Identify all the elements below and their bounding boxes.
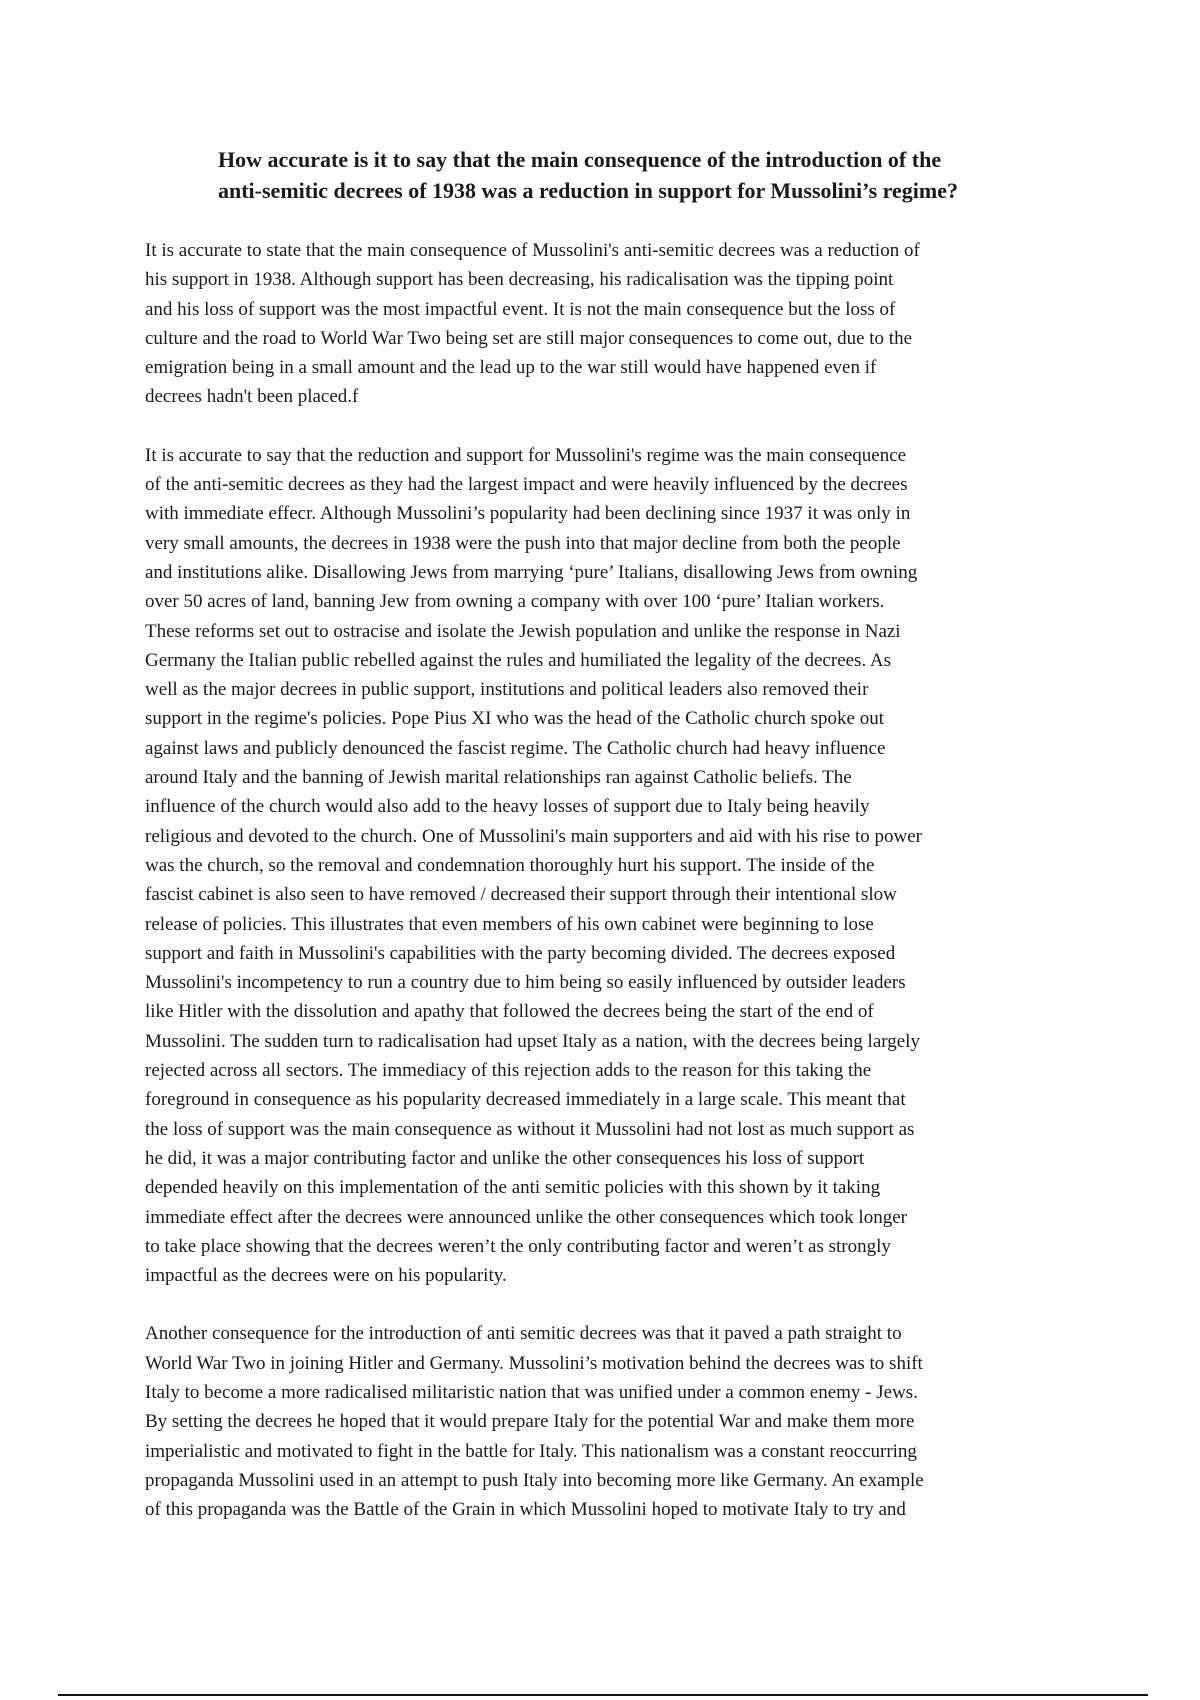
paragraph-line: Mussolini. The sudden turn to radicalisation had upset Italy as a nation, with the decrees being largely — [145, 1030, 920, 1052]
paragraph-line: well as the major decrees in public support, institutions and political leaders also removed their — [145, 679, 869, 701]
paragraph-line: the loss of support was the main consequence as without it Mussolini had not lost as much support as — [145, 1118, 915, 1140]
page-bottom-rule — [58, 1694, 1148, 1696]
paragraph-line: emigration being in a small amount and the lead up to the war still would have happened even if — [145, 357, 877, 379]
essay-title-line: How accurate is it to say that the main consequence of the introduction of the — [218, 147, 942, 172]
paragraph-line: These reforms set out to ostracise and isolate the Jewish population and unlike the response in Nazi — [145, 620, 901, 642]
paragraph-line: Another consequence for the introduction of anti semitic decrees was that it paved a path straight to — [145, 1323, 902, 1345]
paragraph-line: over 50 acres of land, banning Jew from owning a company with over 100 ‘pure’ Italian workers. — [145, 591, 885, 613]
paragraph-line: depended heavily on this implementation of the anti semitic policies with this shown by it taking — [145, 1177, 881, 1199]
paragraph-line: Italy to become a more radicalised militaristic nation that was unified under a common enemy - Jews. — [145, 1381, 918, 1403]
paragraph-line: immediate effect after the decrees were announced unlike the other consequences which took longer — [145, 1206, 907, 1228]
paragraph-line: influence of the church would also add to the heavy losses of support due to Italy being heavily — [145, 796, 870, 818]
paragraph-line: around Italy and the banning of Jewish marital relationships ran against Catholic beliefs. The — [145, 767, 852, 789]
paragraph-line: support in the regime's policies. Pope Pius XI who was the head of the Catholic church spoke out — [145, 708, 885, 730]
paragraph-line: It is accurate to state that the main consequence of Mussolini's anti-semitic decrees was a reduction of — [145, 240, 920, 261]
paragraph-line: propaganda Mussolini used in an attempt to push Italy into becoming more like Germany. An example — [145, 1469, 924, 1491]
paragraph-line: was the church, so the removal and condemnation thoroughly hurt his support. The inside of the — [145, 854, 875, 876]
paragraph-line: By setting the decrees he hoped that it would prepare Italy for the potential War and make them more — [145, 1411, 915, 1433]
essay-title — [218, 144, 1068, 206]
essay-body — [145, 236, 1075, 1553]
paragraph — [145, 1319, 1075, 1524]
paragraph-line: It is accurate to say that the reduction and support for Mussolini's regime was the main consequence — [145, 444, 907, 466]
paragraph-line: decrees hadn't been placed.f — [145, 386, 359, 408]
paragraph — [145, 441, 1075, 1291]
paragraph-line: fascist cabinet is also seen to have removed / decreased their support through their intentional slow — [145, 884, 897, 906]
paragraph-line: religious and devoted to the church. One of Mussolini's main supporters and aid with his rise to power — [145, 825, 923, 847]
paragraph-line: impactful as the decrees were on his popularity. — [145, 1265, 507, 1287]
paragraph-line: foreground in consequence as his popularity decreased immediately in a large scale. This meant that — [145, 1089, 906, 1111]
paragraph-line: culture and the road to World War Two being set are still major consequences to come out, due to the — [145, 327, 913, 349]
paragraph-line: World War Two in joining Hitler and Germany. Mussolini’s motivation behind the decrees was to shift — [145, 1352, 923, 1374]
paragraph-line: like Hitler with the dissolution and apathy that followed the decrees being the start of the end of — [145, 1001, 874, 1023]
paragraph-line: and institutions alike. Disallowing Jews from marrying ‘pure’ Italians, disallowing Jews from owning — [145, 561, 918, 583]
paragraph-line: and his loss of support was the most impactful event. It is not the main consequence but the loss of — [145, 298, 896, 320]
paragraph-line: with immediate effecr. Although Mussolini’s popularity had been declining since 1937 it was only in — [145, 503, 911, 525]
paragraph-line: support and faith in Mussolini's capabilities with the party becoming divided. The decrees exposed — [145, 942, 896, 964]
paragraph-line: rejected across all sectors. The immediacy of this rejection adds to the reason for this taking the — [145, 1060, 872, 1082]
paragraph — [145, 236, 1075, 412]
paragraph-line: very small amounts, the decrees in 1938 were the push into that major decline from both the people — [145, 532, 901, 554]
paragraph-line: of this propaganda was the Battle of the Grain in which Mussolini hoped to motivate Italy to try and — [145, 1499, 906, 1521]
paragraph-line: of the anti-semitic decrees as they had the largest impact and were heavily influenced by the decrees — [145, 474, 908, 496]
paragraph-line: Germany the Italian public rebelled against the rules and humiliated the legality of the decrees. As — [145, 649, 892, 671]
paragraph-line: Mussolini's incompetency to run a country due to him being so easily influenced by outsider leaders — [145, 972, 906, 994]
essay-title-line: anti-semitic decrees of 1938 was a reduction in support for Mussolini’s regime? — [218, 178, 959, 203]
paragraph-line: imperialistic and motivated to fight in the battle for Italy. This nationalism was a constant reoccurring — [145, 1440, 917, 1462]
paragraph-line: against laws and publicly denounced the fascist regime. The Catholic church had heavy influence — [145, 737, 886, 759]
paragraph-line: his support in 1938. Although support has been decreasing, his radicalisation was the tipping point — [145, 269, 894, 291]
paragraph-line: to take place showing that the decrees weren’t the only contributing factor and weren’t as strongly — [145, 1235, 891, 1257]
paragraph-line: he did, it was a major contributing factor and unlike the other consequences his loss of support — [145, 1147, 865, 1169]
paragraph-line: release of policies. This illustrates that even members of his own cabinet were beginning to lose — [145, 913, 874, 935]
